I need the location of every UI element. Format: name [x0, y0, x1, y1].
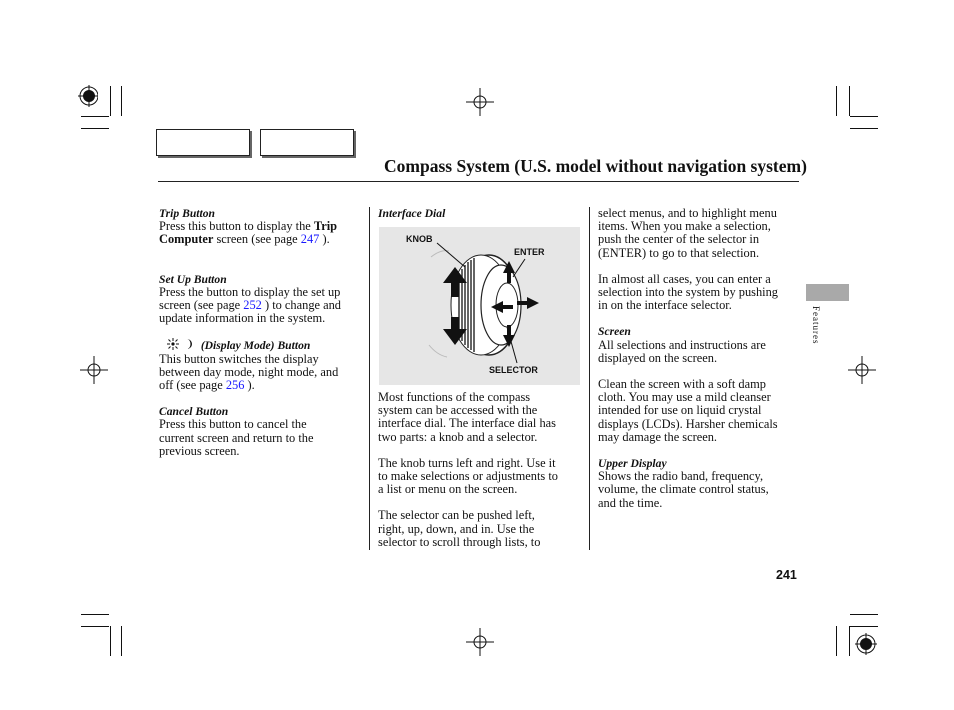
paragraph-line: selection into the system by pushing	[598, 285, 778, 300]
paragraph-line: Press this button to cancel the	[159, 417, 307, 432]
paragraph-line: right, up, down, and in. Use the	[378, 521, 535, 536]
crosshair-icon	[80, 356, 108, 384]
section-heading-row	[167, 338, 364, 352]
paragraph-line: All selections and instructions are	[598, 337, 766, 352]
paragraph-line: Press the button to display the set up	[159, 284, 341, 299]
paragraph-line: displayed on the screen.	[598, 350, 718, 365]
text: Press this button to display the	[159, 219, 314, 234]
paragraph-line: Shows the radio band, frequency,	[598, 469, 764, 484]
paragraph-line: items. When you make a selection,	[598, 219, 771, 234]
column-divider	[589, 207, 590, 550]
paragraph	[159, 379, 364, 392]
paragraph-line: volume, the climate control status,	[598, 482, 769, 497]
paragraph-line: update information in the system.	[159, 311, 326, 326]
text: ).	[244, 378, 255, 393]
paragraph-line: in on the interface selector.	[598, 298, 732, 313]
paragraph-line: two parts: a knob and a selector.	[378, 429, 538, 444]
paragraph-line: current screen and return to the	[159, 430, 314, 445]
column-divider	[369, 207, 370, 550]
paragraph-line: (ENTER) to go to that selection.	[598, 245, 760, 260]
bold-text: Trip	[313, 219, 338, 234]
paragraph-line: This button switches the display	[159, 351, 319, 366]
registration-target-icon	[855, 630, 879, 658]
interface-dial-figure	[379, 227, 580, 385]
crosshair-icon	[466, 88, 494, 116]
page-link[interactable]: 247	[300, 232, 320, 247]
paragraph-line: previous screen.	[159, 443, 240, 458]
page-link[interactable]: 252	[243, 298, 262, 313]
nav-box-index[interactable]	[260, 129, 354, 156]
paragraph	[159, 233, 364, 246]
section-tab[interactable]	[806, 284, 849, 301]
paragraph-line: Most functions of the compass	[378, 390, 531, 404]
paragraph-line: In almost all cases, you can enter a	[598, 271, 771, 286]
sun-icon	[167, 338, 179, 350]
paragraph-line: intended for use on liquid crystal	[598, 403, 762, 418]
text: ) to change and	[261, 298, 342, 313]
paragraph-line: may damage the screen.	[598, 429, 718, 444]
section-tab-label: Features	[811, 306, 821, 345]
page-title: Compass System (U.S. model without navigation system)	[384, 156, 807, 176]
knob-label: KNOB	[406, 234, 433, 244]
page-link[interactable]: 256	[225, 378, 245, 393]
bold-text: Computer	[159, 232, 214, 247]
title-rule	[158, 181, 799, 182]
paragraph-line: system can be accessed with the	[378, 403, 538, 418]
paragraph-line: The knob turns left and right. Use it	[378, 455, 556, 470]
enter-label: ENTER	[514, 247, 545, 257]
paragraph-line: push the center of the selector in	[598, 232, 760, 247]
text: ).	[319, 232, 330, 247]
paragraph-line: Clean the screen with a soft damp	[598, 377, 766, 392]
crosshair-icon	[848, 356, 876, 384]
moon-icon	[184, 338, 194, 350]
paragraph-line: a list or menu on the screen.	[378, 482, 518, 497]
column-middle	[378, 207, 583, 220]
paragraph-line: between day mode, night mode, and	[159, 364, 339, 379]
crosshair-icon	[466, 628, 494, 656]
text: screen (see page	[159, 298, 244, 313]
paragraph-line: selector to scroll through lists, to	[378, 534, 541, 549]
section-heading: Trip Button	[159, 207, 215, 220]
section-heading: Screen	[598, 325, 631, 339]
section-heading: Set Up Button	[159, 272, 227, 286]
column-right	[598, 207, 803, 510]
paragraph-line: The selector can be pushed left,	[378, 508, 535, 523]
paragraph-line: interface dial. The interface dial has	[378, 416, 556, 431]
paragraph-line: displays (LCDs). Harsher chemicals	[598, 416, 778, 431]
text: screen (see page	[213, 232, 301, 247]
section-heading: Upper Display	[598, 457, 667, 471]
section-heading: Cancel Button	[159, 405, 229, 419]
section-heading: (Display Mode) Button	[200, 339, 311, 353]
section-heading: Interface Dial	[378, 207, 446, 220]
column-left	[159, 207, 364, 458]
page-number: 241	[776, 568, 797, 582]
paragraph-line: select menus, and to highlight menu	[598, 206, 777, 220]
nav-box-main-menu[interactable]	[156, 129, 250, 156]
paragraph-line: and the time.	[598, 495, 663, 510]
registration-target-icon	[78, 82, 98, 110]
interface-dial-illustration	[379, 227, 580, 385]
paragraph-line: to make selections or adjustments to	[378, 469, 558, 484]
paragraph-line: cloth. You may use a mild cleanser	[598, 390, 771, 405]
column-middle-text	[378, 391, 583, 549]
text: off (see page	[159, 378, 226, 393]
selector-label: SELECTOR	[489, 365, 538, 375]
